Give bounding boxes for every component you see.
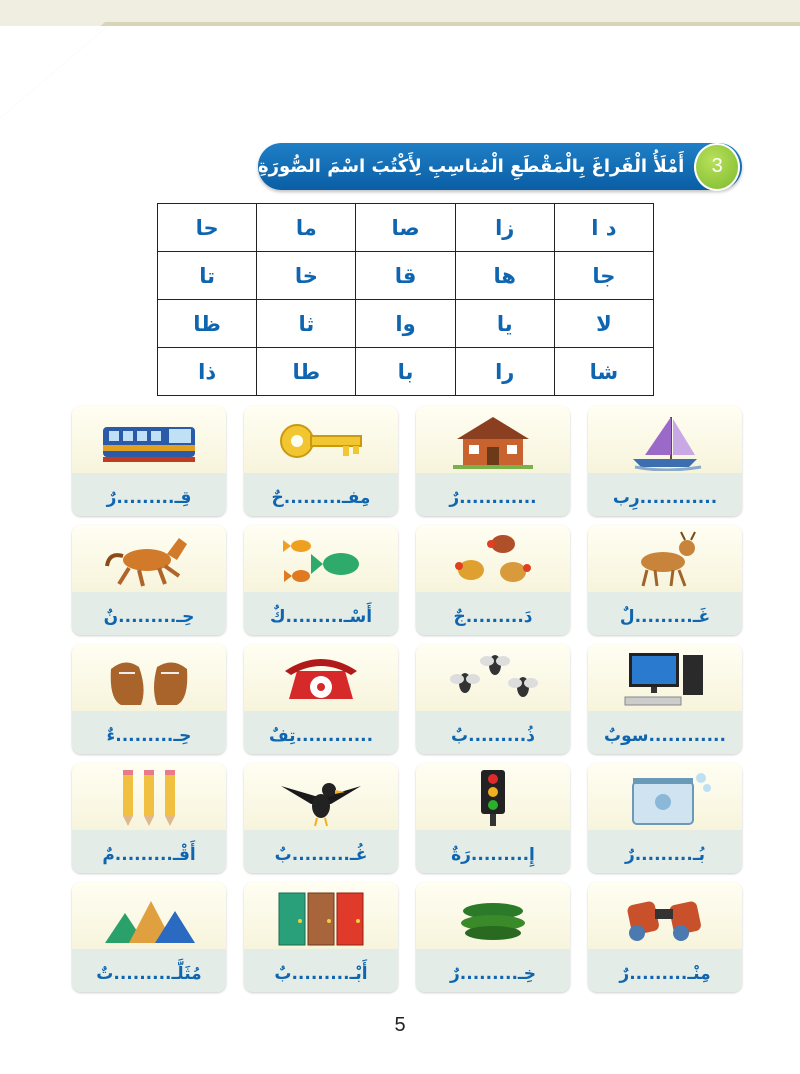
word-blank[interactable]: مُثَلَّـ.........تٌ [96, 964, 202, 984]
syllable-cell: ظا [158, 300, 257, 348]
train-icon [99, 411, 199, 471]
syllable-cell: خا [257, 252, 356, 300]
telephone-icon [271, 649, 371, 709]
picture-cards-grid [72, 406, 742, 992]
word-blank[interactable]: أَقْـ.........مٌ [102, 845, 196, 865]
triangles-icon [99, 887, 199, 947]
syllable-cell: جا [554, 252, 653, 300]
syllable-cell: ثا [257, 300, 356, 348]
syllable-cell: وا [356, 300, 455, 348]
word-blank[interactable]: مِنْـ.........رٌ [619, 964, 711, 984]
page-number: 5 [394, 1014, 406, 1036]
pencils-icon [99, 768, 199, 828]
syllable-cell: صا [356, 204, 455, 252]
fish-icon [271, 530, 371, 590]
syllable-cell: د ا [554, 204, 653, 252]
syllable-cell: يا [455, 300, 554, 348]
word-blank[interactable]: ............رِب [612, 488, 718, 508]
syllable-cell: را [455, 348, 554, 396]
word-blank[interactable]: ذُ.........بٌ [451, 726, 535, 746]
binoculars-icon [615, 887, 715, 947]
word-blank[interactable]: قِـ.........رٌ [106, 488, 192, 508]
syllable-table [157, 203, 654, 396]
syllable-cell: زا [455, 204, 554, 252]
picture-card [72, 763, 226, 873]
water-heater-icon [615, 768, 715, 828]
syllable-cell: حا [158, 204, 257, 252]
picture-card [72, 406, 226, 516]
deer-icon [615, 530, 715, 590]
picture-card [588, 406, 742, 516]
word-blank[interactable]: غَـ.........لٌ [619, 607, 711, 627]
syllable-cell: ذا [158, 348, 257, 396]
word-blank[interactable]: مِفـ.........حٌ [271, 488, 371, 508]
picture-card [588, 644, 742, 754]
traffic-light-icon [443, 768, 543, 828]
syllable-row [158, 300, 654, 348]
key-icon [271, 411, 371, 471]
word-blank[interactable]: حِـ.........نٌ [103, 607, 195, 627]
word-blank[interactable]: خِـ.........رٌ [450, 964, 536, 984]
picture-card [244, 644, 398, 754]
exercise-header [258, 143, 742, 190]
picture-card [588, 763, 742, 873]
syllable-cell: شا [554, 348, 653, 396]
word-blank[interactable]: ............سوبٌ [604, 726, 726, 746]
syllable-cell: ما [257, 204, 356, 252]
picture-card [588, 525, 742, 635]
word-blank[interactable]: ............رٌ [449, 488, 537, 508]
picture-card [416, 406, 570, 516]
picture-card [72, 644, 226, 754]
picture-card [416, 644, 570, 754]
word-blank[interactable]: دَ.........جٌ [453, 607, 533, 627]
syllable-row [158, 204, 654, 252]
picture-card [588, 882, 742, 992]
syllable-row [158, 348, 654, 396]
doors-icon [271, 887, 371, 947]
picture-card [416, 882, 570, 992]
picture-card [244, 763, 398, 873]
chickens-icon [443, 530, 543, 590]
syllable-cell: لا [554, 300, 653, 348]
word-blank[interactable]: ............تِفٌ [268, 726, 374, 746]
computer-icon [615, 649, 715, 709]
word-blank[interactable]: غُـ.........بٌ [274, 845, 368, 865]
picture-card [72, 525, 226, 635]
shoes-icon [99, 649, 199, 709]
syllable-row [158, 252, 654, 300]
picture-card [72, 882, 226, 992]
picture-card [416, 763, 570, 873]
page-corner-decoration [0, 0, 800, 130]
word-blank[interactable]: أَبْـ.........بٌ [274, 964, 368, 984]
house-icon [443, 411, 543, 471]
picture-card [244, 882, 398, 992]
exercise-number: 3 [694, 143, 740, 191]
syllable-cell: ها [455, 252, 554, 300]
picture-card [416, 525, 570, 635]
picture-card [244, 525, 398, 635]
syllable-cell: با [356, 348, 455, 396]
exercise-instruction: أَمْلَأُ الْفَراغَ بِالْمَقْطَعِ الْمُناسِبِ لِأَكْتُبَ اسْمَ الصُّورَةِ [258, 156, 685, 177]
picture-card [244, 406, 398, 516]
word-blank[interactable]: أَسْـ.........كٌ [269, 607, 373, 627]
syllable-cell: تا [158, 252, 257, 300]
sailboat-icon [615, 411, 715, 471]
cucumbers-icon [443, 887, 543, 947]
word-blank[interactable]: حِـ.........ءٌ [106, 726, 192, 746]
flies-icon [443, 649, 543, 709]
crow-icon [271, 768, 371, 828]
syllable-cell: قا [356, 252, 455, 300]
syllable-cell: طا [257, 348, 356, 396]
word-blank[interactable]: بُـ.........رٌ [624, 845, 706, 865]
horse-icon [99, 530, 199, 590]
word-blank[interactable]: إِ.........رَةٌ [451, 845, 535, 865]
